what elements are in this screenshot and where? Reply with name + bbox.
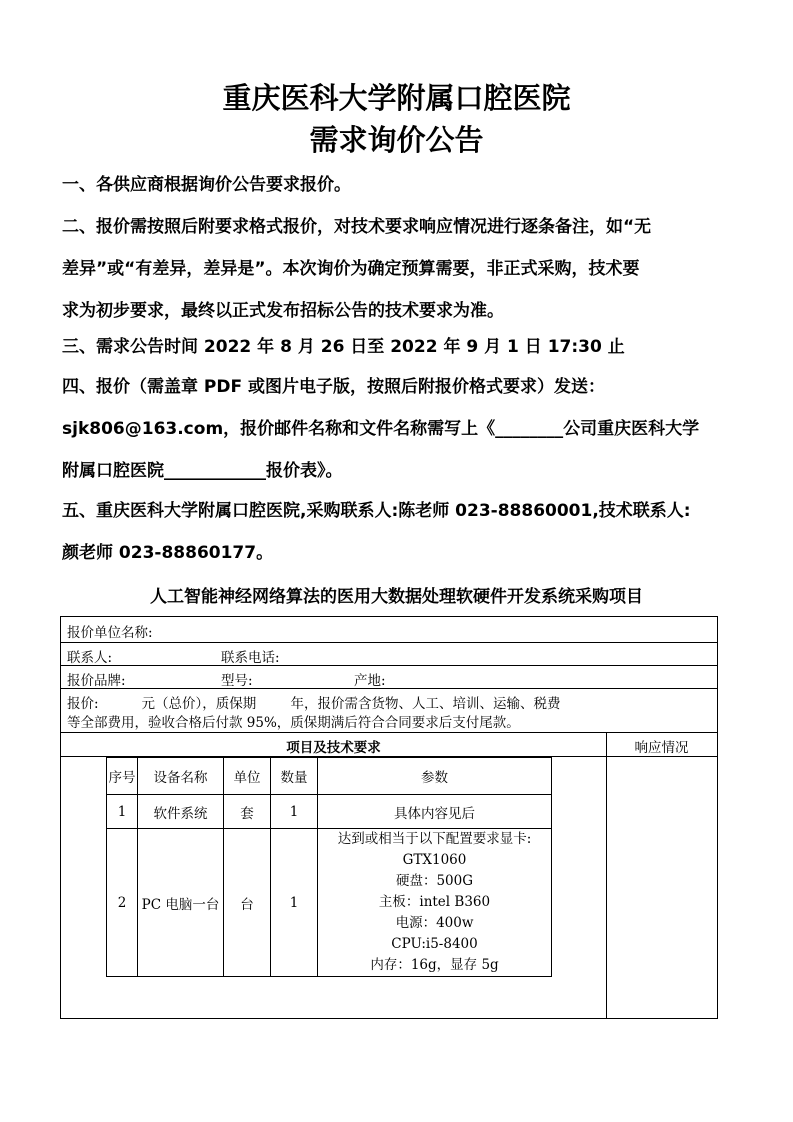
paragraph-1 [62, 164, 732, 206]
cell-name: 软件系统 [138, 795, 224, 829]
spec-line: CPU:i5-8400 [391, 936, 478, 952]
form-row-unit [61, 617, 717, 643]
paragraph-4 [62, 366, 732, 492]
form-row-price [61, 689, 717, 733]
paragraph-line: 差异”或“有差异，差异是”。本次询价为确定预算需要，非正式采购，技术要 [62, 259, 640, 279]
paragraph-5 [62, 490, 732, 574]
header-name: 设备名称 [138, 758, 224, 795]
paragraph-3 [62, 326, 732, 368]
form-row-brand [61, 666, 717, 689]
header-qty: 数量 [271, 758, 318, 795]
header-unit: 单位 [224, 758, 271, 795]
phone-label: 联系电话: [221, 650, 280, 666]
document-title: 重庆医科大学附属口腔医院 [222, 81, 571, 115]
column-divider [606, 733, 607, 1019]
paragraph-line: 二、报价需按照后附要求格式报价，对技术要求响应情况进行逐条备注，如“无 [62, 217, 652, 237]
spec-line: GTX1060 [402, 852, 467, 868]
table-row [107, 795, 552, 829]
origin-label: 产地: [354, 673, 386, 689]
cell-unit: 套 [224, 795, 271, 829]
header-spec: 参数 [318, 758, 552, 795]
header-no: 序号 [107, 758, 138, 795]
section-header: 项目及技术要求 [286, 740, 381, 756]
paragraph-line: 一、各供应商根据询价公告要求报价。 [62, 175, 351, 195]
spec-line: 达到或相当于以下配置要求显卡: [337, 831, 532, 847]
form-row-contact [61, 643, 717, 666]
project-title: 人工智能神经网络算法的医用大数据处理软硬件开发系统采购项目 [150, 587, 643, 607]
paragraph-line: 四、报价（需盖章 PDF 或图片电子版，按照后附报价格式要求）发送： [62, 377, 606, 397]
paragraph-line: sjk806@163.com，报价邮件名称和文件名称需写上《________公司重庆医科大学 [62, 419, 700, 439]
spec-line: 内存：16g，显存 5g [370, 957, 499, 973]
price-terms-line2: 等全部费用，验收合格后付款 95%，质保期满后符合合同要求后支付尾款。 [67, 715, 520, 731]
cell-no: 2 [107, 829, 138, 977]
paragraph-line: 求为初步要求，最终以正式发布招标公告的技术要求为准。 [62, 301, 504, 321]
cell-name: PC 电脑一台 [138, 829, 224, 977]
quote-form [60, 616, 718, 1019]
unit-label: 报价单位名称: [67, 625, 153, 641]
brand-label: 报价品牌: [67, 673, 126, 689]
section-header-row [61, 733, 717, 757]
spec-table [106, 757, 552, 977]
spec-line: 主板：intel B360 [378, 894, 491, 910]
table-row [107, 829, 552, 977]
cell-unit: 台 [224, 829, 271, 977]
cell-qty: 1 [271, 795, 318, 829]
paragraph-line: 三、需求公告时间 2022 年 8 月 26 日至 2022 年 9 月 1 日 17:30 止 [62, 337, 625, 357]
cell-qty: 1 [271, 829, 318, 977]
spec-line: 硬盘：500G [395, 873, 474, 889]
cell-no: 1 [107, 795, 138, 829]
paragraph-2 [62, 206, 732, 332]
cell-spec [318, 829, 552, 977]
paragraph-line: 附属口腔医院____________报价表》。 [62, 461, 343, 481]
table-header-row [107, 758, 552, 795]
paragraph-line: 颜老师 023-88860177。 [62, 543, 274, 563]
response-header: 响应情况 [634, 740, 689, 756]
spec-line: 电源：400w [395, 915, 474, 931]
model-label: 型号: [221, 673, 253, 689]
price-terms-line1: 报价: 元（总价），质保期 年，报价需含货物、人工、培训、运输、税费 [67, 696, 561, 712]
cell-spec: 具体内容见后 [318, 795, 552, 829]
document-subtitle: 需求询价公告 [309, 123, 484, 157]
paragraph-line: 五、重庆医科大学附属口腔医院,采购联系人:陈老师 023-88860001,技术联系人: [62, 501, 691, 521]
contact-label: 联系人: [67, 650, 113, 666]
